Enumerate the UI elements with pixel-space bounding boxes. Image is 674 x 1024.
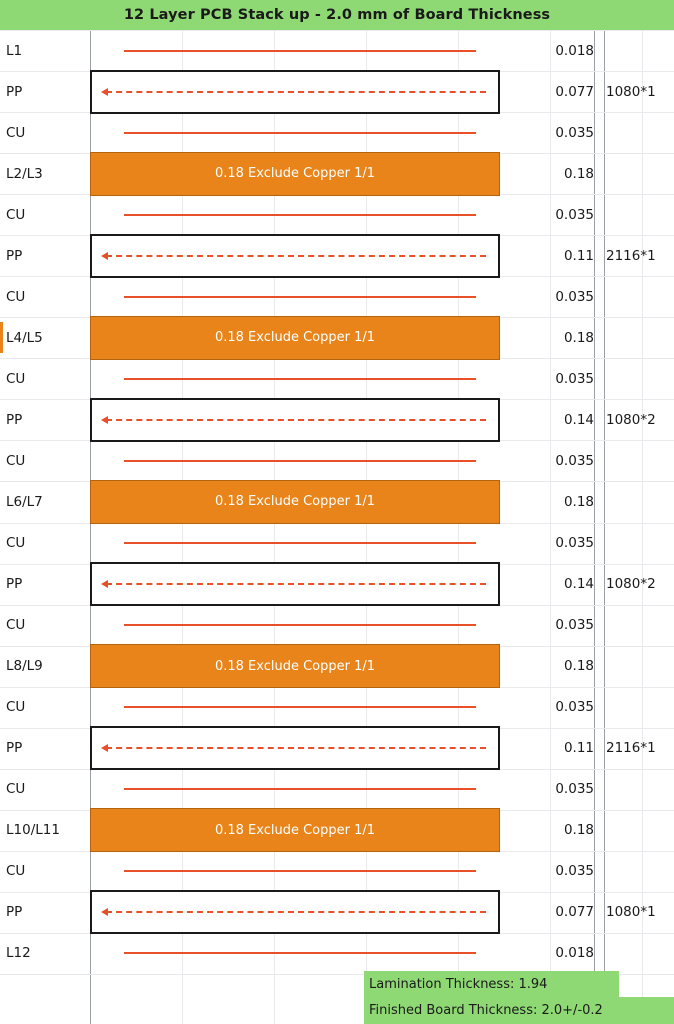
layer-label: CU — [6, 781, 26, 798]
copper-foil-line — [124, 50, 476, 52]
layer-label: L12 — [6, 945, 31, 962]
stackup-row — [0, 687, 674, 728]
diagram-title-bar — [0, 0, 674, 30]
layer-thickness: 0.14 — [563, 576, 594, 593]
stackup-row — [0, 523, 674, 564]
layer-label: PP — [6, 83, 23, 100]
layer-thickness: 0.11 — [563, 247, 594, 264]
layer-label: CU — [6, 124, 26, 141]
page-title: 12 Layer PCB Stack up - 2.0 mm of Board Thickness — [123, 7, 551, 23]
copper-foil-line — [124, 378, 476, 380]
stackup-row — [0, 112, 674, 153]
copper-foil-line — [124, 214, 476, 216]
layer-thickness: 0.18 — [563, 493, 594, 510]
core-label: 0.18 Exclude Copper 1/1 — [214, 330, 376, 346]
core-label: 0.18 Exclude Copper 1/1 — [214, 166, 376, 182]
stackup-row — [0, 933, 674, 974]
layer-thickness: 0.18 — [563, 658, 594, 675]
layer-label: CU — [6, 863, 26, 880]
copper-foil-line — [124, 952, 476, 954]
layer-thickness: 0.035 — [555, 206, 594, 223]
stackup-row — [0, 440, 674, 481]
layer-thickness: 0.18 — [563, 165, 594, 182]
copper-foil-line — [124, 460, 476, 462]
stackup-row — [0, 851, 674, 892]
core-block — [90, 480, 500, 524]
lamination-thickness-text: Lamination Thickness: 1.94 — [369, 976, 548, 992]
prepreg-dashed-line — [106, 255, 486, 257]
layer-thickness: 0.18 — [563, 822, 594, 839]
layer-thickness: 0.035 — [555, 863, 594, 880]
copper-foil-line — [124, 706, 476, 708]
stackup-row — [0, 481, 674, 522]
layer-label: L10/L11 — [6, 822, 60, 839]
layer-label: L1 — [6, 42, 23, 59]
core-block — [90, 644, 500, 688]
core-block — [90, 152, 500, 196]
layer-label: CU — [6, 370, 26, 387]
prepreg-block — [90, 398, 500, 442]
layer-material: 1080*2 — [606, 411, 656, 428]
prepreg-block — [90, 890, 500, 934]
core-label: 0.18 Exclude Copper 1/1 — [214, 658, 376, 674]
prepreg-dashed-line — [106, 91, 486, 93]
layer-thickness: 0.18 — [563, 329, 594, 346]
layer-thickness: 0.018 — [555, 945, 594, 962]
prepreg-block — [90, 234, 500, 278]
stackup-row — [0, 30, 674, 71]
prepreg-dashed-line — [106, 911, 486, 913]
core-block — [90, 316, 500, 360]
copper-foil-line — [124, 132, 476, 134]
layer-label: CU — [6, 617, 26, 634]
core-label: 0.18 Exclude Copper 1/1 — [214, 494, 376, 510]
stackup-row — [0, 605, 674, 646]
layer-material: 2116*1 — [606, 247, 656, 264]
layer-label: L6/L7 — [6, 493, 43, 510]
layer-thickness: 0.035 — [555, 288, 594, 305]
layer-label: PP — [6, 904, 23, 921]
layer-label: L4/L5 — [6, 329, 43, 346]
prepreg-dashed-line — [106, 419, 486, 421]
layer-thickness: 0.035 — [555, 699, 594, 716]
prepreg-dashed-line — [106, 747, 486, 749]
layer-label: CU — [6, 535, 26, 552]
copper-foil-line — [124, 296, 476, 298]
prepreg-dashed-line — [106, 583, 486, 585]
layer-label: CU — [6, 288, 26, 305]
stackup-row — [0, 892, 674, 933]
layer-thickness: 0.11 — [563, 740, 594, 757]
layer-thickness: 0.035 — [555, 617, 594, 634]
stackup-row — [0, 810, 674, 851]
stackup-row — [0, 317, 674, 358]
layer-label: L8/L9 — [6, 658, 43, 675]
layer-label: PP — [6, 247, 23, 264]
layer-label: L2/L3 — [6, 165, 43, 182]
layer-label: PP — [6, 411, 23, 428]
stackup-row — [0, 358, 674, 399]
layer-material: 1080*2 — [606, 576, 656, 593]
layer-thickness: 0.035 — [555, 781, 594, 798]
stackup-row — [0, 399, 674, 440]
layer-thickness: 0.035 — [555, 535, 594, 552]
core-block — [90, 808, 500, 852]
layer-thickness: 0.035 — [555, 124, 594, 141]
layer-label: CU — [6, 206, 26, 223]
stackup-row — [0, 276, 674, 317]
core-label: 0.18 Exclude Copper 1/1 — [214, 822, 376, 838]
copper-foil-line — [124, 542, 476, 544]
layer-thickness: 0.018 — [555, 42, 594, 59]
layer-material: 1080*1 — [606, 83, 656, 100]
copper-foil-line — [124, 624, 476, 626]
stackup-row — [0, 564, 674, 605]
stackup-row — [0, 646, 674, 687]
lamination-thickness-note — [364, 971, 619, 997]
prepreg-block — [90, 562, 500, 606]
prepreg-block — [90, 726, 500, 770]
finished-thickness-note — [364, 997, 674, 1024]
stackup-row — [0, 194, 674, 235]
stackup-row — [0, 235, 674, 276]
stackup-row — [0, 153, 674, 194]
layer-label: CU — [6, 699, 26, 716]
layer-thickness: 0.077 — [555, 83, 594, 100]
stackup-row — [0, 71, 674, 112]
layer-thickness: 0.077 — [555, 904, 594, 921]
finished-thickness-text: Finished Board Thickness: 2.0+/-0.2 — [369, 1003, 603, 1018]
layer-thickness: 0.14 — [563, 411, 594, 428]
layer-label: CU — [6, 452, 26, 469]
copper-foil-line — [124, 788, 476, 790]
stackup-row — [0, 728, 674, 769]
copper-foil-line — [124, 870, 476, 872]
layer-material: 1080*1 — [606, 904, 656, 921]
stackup-row — [0, 769, 674, 810]
layer-thickness: 0.035 — [555, 452, 594, 469]
layer-label: PP — [6, 740, 23, 757]
layer-label: PP — [6, 576, 23, 593]
layer-thickness: 0.035 — [555, 370, 594, 387]
layer-material: 2116*1 — [606, 740, 656, 757]
prepreg-block — [90, 70, 500, 114]
